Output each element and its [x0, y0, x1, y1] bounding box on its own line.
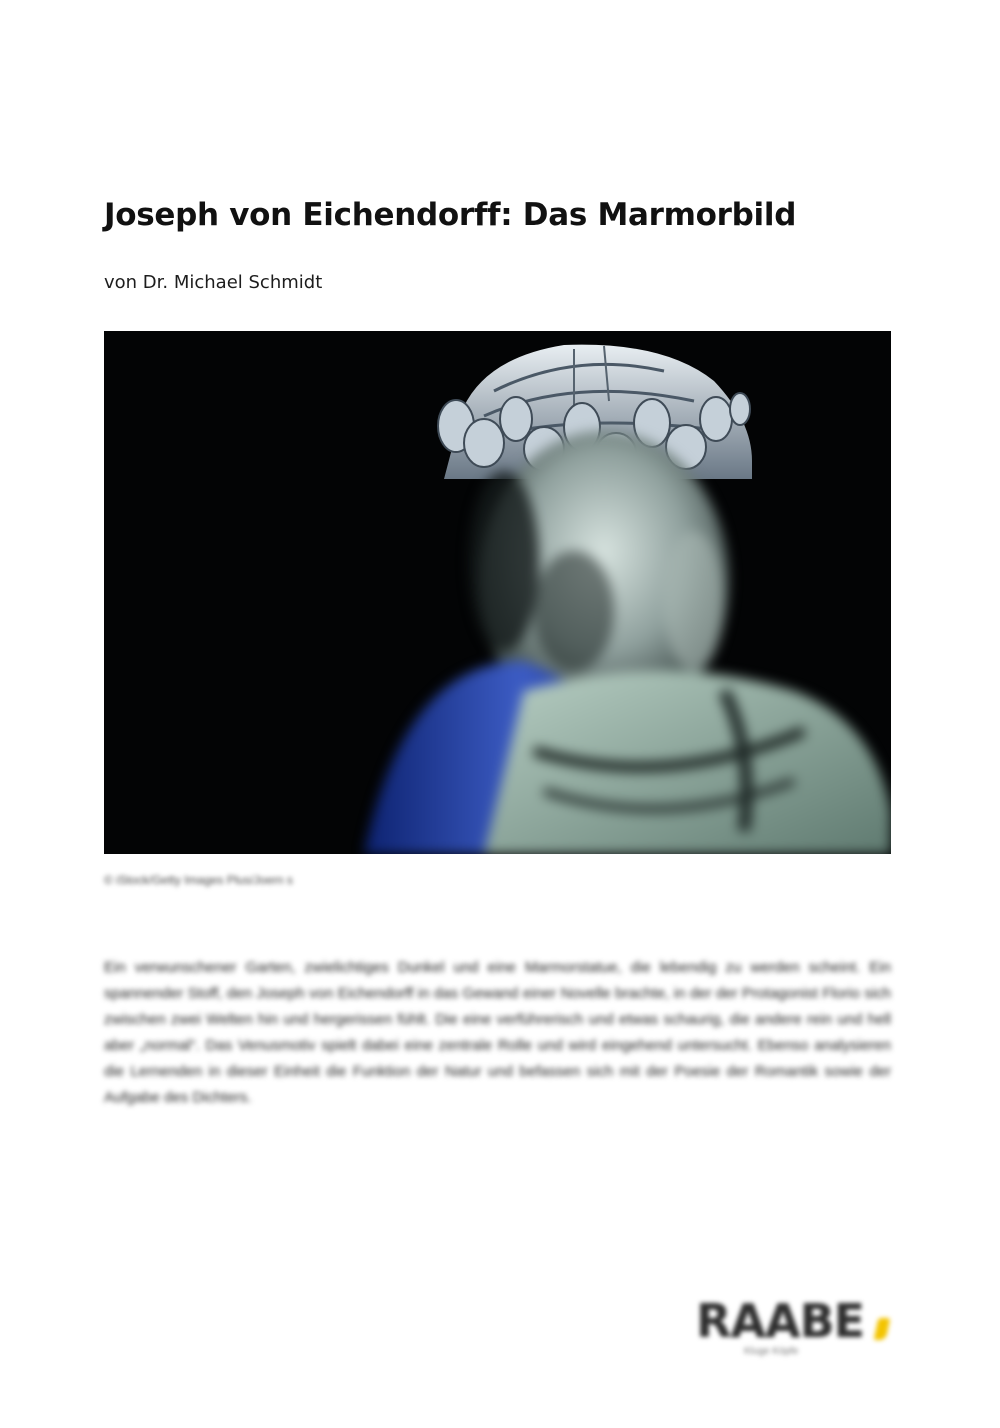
- document-title: Joseph von Eichendorff: Das Marmorbild: [104, 197, 797, 233]
- statue-illustration: [104, 331, 891, 854]
- author-line: von Dr. Michael Schmidt: [104, 272, 323, 293]
- raabe-logo: [696, 1296, 896, 1360]
- hero-image: [104, 331, 891, 854]
- logo-wordmark: RAABE: [696, 1294, 865, 1348]
- logo-comma-icon: [874, 1318, 891, 1340]
- intro-paragraph: Ein verwunschener Garten, zwielichtiges Dunkel und eine Marmorstatue, die lebendig zu werden scheint. Ein spannender Stoff, den Joseph von Eichendorff in das Gewand einer Novelle brachte, in der der Protagonist Florio sich zwischen zwei Welten hin und hergerissen fühlt. Die eine verführerisch und etwas schaurig, die andere rein und hell aber „normal“. Das Venusmotiv spielt dabei eine zentrale Rolle und wird eingehend untersucht. Ebenso analysieren die Lernenden in dieser Einheit die Funktion der Natur und befassen sich mit der Poesie der Romantik sowie der Aufgabe des Dichters.: [104, 959, 891, 1106]
- image-caption: © iStock/Getty Images Plus/Joern s: [104, 873, 293, 887]
- logo-tagline: Kluge Köpfe: [744, 1346, 799, 1357]
- statue-body-graphic: [364, 431, 891, 854]
